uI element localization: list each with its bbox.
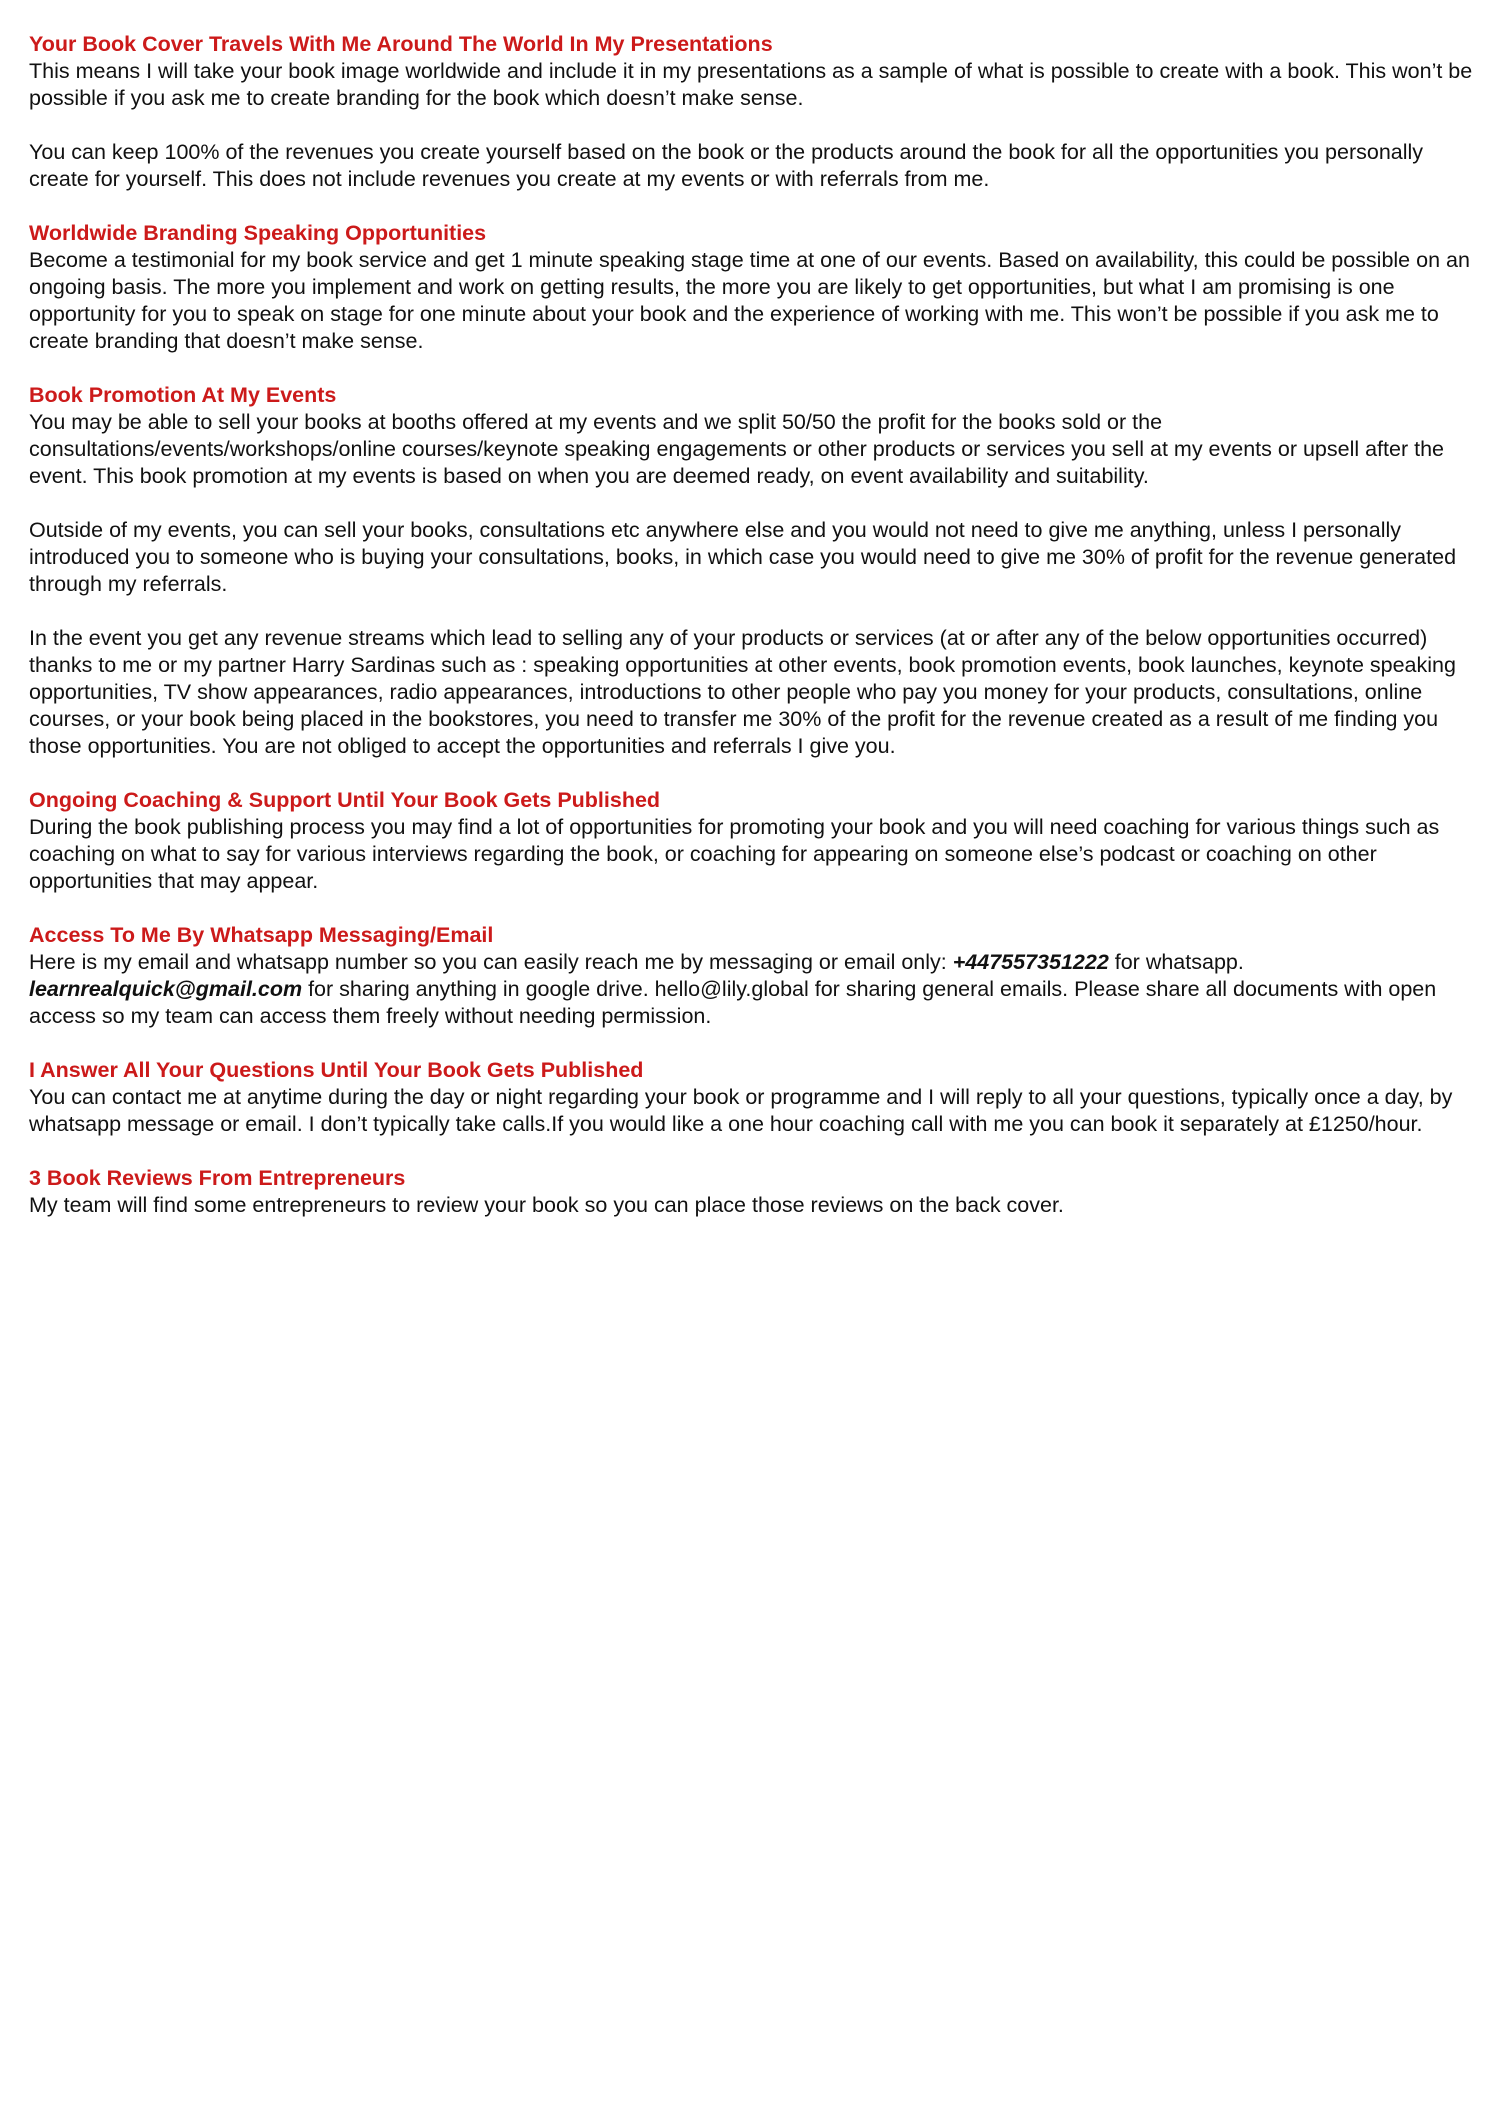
section-answer-questions — [29, 1057, 1487, 1138]
contact-text-middle: for whatsapp. — [1108, 950, 1244, 974]
section-heading: Worldwide Branding Speaking Opportunities — [29, 221, 487, 245]
section-ongoing-coaching — [29, 787, 1487, 895]
contact-paragraph — [29, 949, 1487, 1030]
contact-text-intro: Here is my email and whatsapp number so you can easily reach me by messaging or email only: — [29, 950, 953, 974]
section-heading: I Answer All Your Questions Until Your Book Gets Published — [29, 1058, 644, 1082]
section-worldwide-branding — [29, 220, 1487, 355]
section-book-promotion — [29, 382, 1487, 760]
contact-email: learnrealquick@gmail.com — [29, 977, 303, 1001]
section-paragraph: This means I will take your book image worldwide and include it in my presentations as a sample of what is possible to create with a book. This won’t be possible if you ask me to create branding for the book which doesn’t make sense. — [29, 59, 1473, 110]
section-heading: Access To Me By Whatsapp Messaging/Email — [29, 923, 494, 947]
section-heading: Your Book Cover Travels With Me Around The World In My Presentations — [29, 32, 773, 56]
section-paragraph: In the event you get any revenue streams which lead to selling any of your products or services (at or after any of the below opportunities occurred) thanks to me or my partner Harry Sardinas such as : speaking opportunities at other events, book promotion events, book launches, keynote speaking opportunities, TV show appearances, radio appearances, introductions to other people who pay you money for your products, consultations, online courses, or your book being placed in the bookstores, you need to transfer me 30% of the profit for the revenue created as a result of me finding you those opportunities. You are not obliged to accept the opportunities and referrals I give you. — [29, 626, 1456, 758]
section-paragraph: Become a testimonial for my book service and get 1 minute speaking stage time at one of our events. Based on availability, this could be possible on an ongoing basis. The more you implement and work on getting results, the more you are likely to get opportunities, but what I am promising is one opportunity for you to speak on stage for one minute about your book and the experience of working with me. This won’t be possible if you ask me to create branding that doesn’t make sense. — [29, 248, 1470, 353]
section-paragraph: You can keep 100% of the revenues you create yourself based on the book or the products around the book for all the opportunities you personally create for yourself. This does not include revenues you create at my events or with referrals from me. — [29, 140, 1424, 191]
contact-text-end: for sharing anything in google drive. hello@lily.global for sharing general emails. Please share all documents with open access so my team can access them freely without needing permission. — [29, 977, 1437, 1028]
section-book-reviews — [29, 1165, 1487, 1219]
section-paragraph: You may be able to sell your books at booths offered at my events and we split 50/50 the profit for the books sold or the consultations/events/workshops/online courses/keynote speaking engagements or other products or services you sell at my events or upsell after the event. This book promotion at my events is based on when you are deemed ready, on event availability and suitability. — [29, 410, 1444, 488]
section-access-whatsapp-email — [29, 922, 1487, 1030]
section-paragraph: My team will find some entrepreneurs to review your book so you can place those reviews on the back cover. — [29, 1193, 1064, 1217]
section-heading: 3 Book Reviews From Entrepreneurs — [29, 1166, 406, 1190]
section-heading: Ongoing Coaching & Support Until Your Book Gets Published — [29, 788, 661, 812]
section-heading: Book Promotion At My Events — [29, 383, 337, 407]
section-paragraph: Outside of my events, you can sell your books, consultations etc anywhere else and you would not need to give me anything, unless I personally introduced you to someone who is buying your consultations, books, in which case you would need to give me 30% of profit for the revenue generated through my referrals. — [29, 518, 1457, 596]
section-paragraph: You can contact me at anytime during the day or night regarding your book or programme and I will reply to all your questions, typically once a day, by whatsapp message or email. I don’t typically take calls.If you would like a one hour coaching call with me you can book it separately at £1250/hour. — [29, 1085, 1453, 1136]
document-page — [29, 31, 1487, 1246]
section-paragraph: During the book publishing process you may find a lot of opportunities for promoting your book and you will need coaching for various things such as coaching on what to say for various interviews regarding the book, or coaching for appearing on someone else’s podcast or coaching on other opportunities that may appear. — [29, 815, 1440, 893]
section-book-cover-travels — [29, 31, 1487, 193]
whatsapp-number: +447557351222 — [952, 950, 1109, 974]
